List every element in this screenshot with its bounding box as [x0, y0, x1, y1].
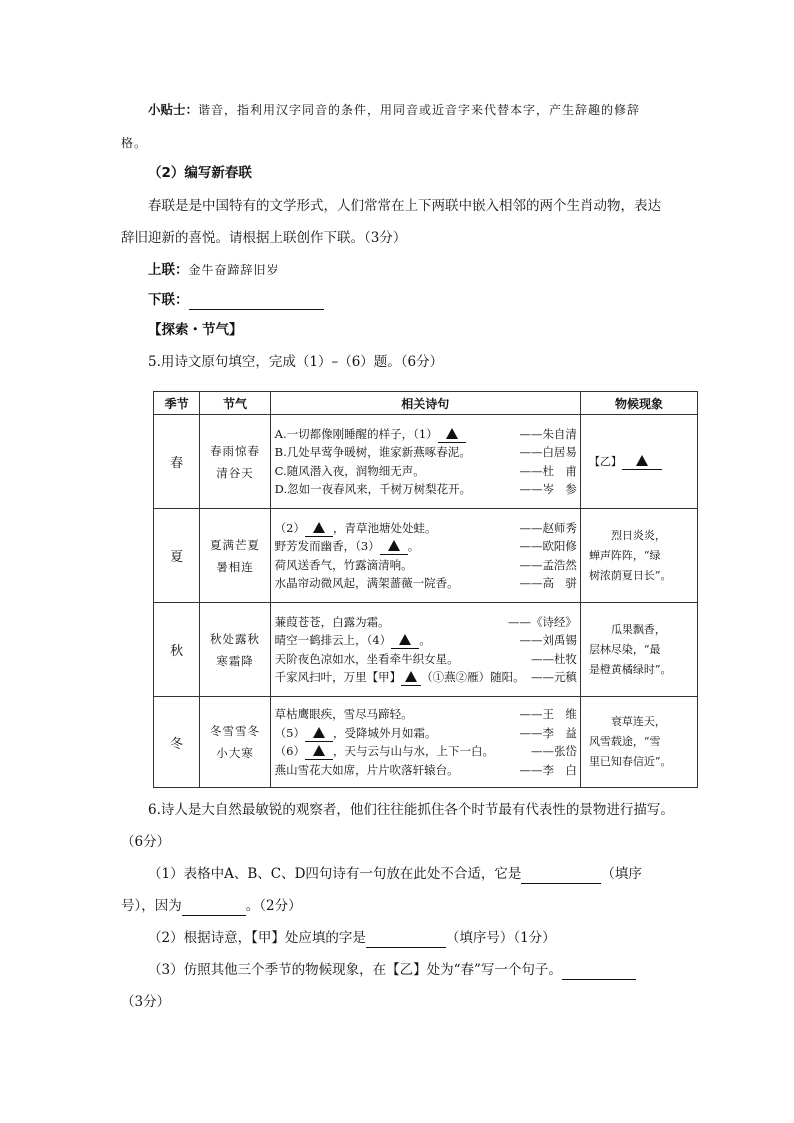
upper-label: 上联： — [148, 262, 189, 278]
phenomenon-cell — [580, 509, 697, 603]
poem-author: ——刘禹锡 — [519, 633, 577, 647]
lower-answer-blank[interactable] — [189, 294, 324, 310]
q2-intro-2: 辞旧迎新的喜悦。请根据上联创作下联。（3分） — [121, 230, 407, 246]
tip-line-2 — [121, 133, 147, 153]
q6-sub1-blank[interactable] — [521, 868, 601, 884]
poem-line — [275, 556, 577, 575]
triangle-icon — [313, 522, 325, 533]
triangle-icon — [313, 727, 325, 738]
poem-text: C.随风潜入夜，润物细无声。 — [274, 463, 425, 478]
tip-text-1: 谐音，指利用汉字同音的条件，用同音或近音字来代替本字，产生辞趣的修辞 — [198, 103, 641, 117]
poems-cell — [270, 415, 580, 509]
section-title: 【探索・节气】 — [148, 322, 243, 338]
poem-text: 。 — [419, 633, 431, 647]
phenomenon-line: 风雪载途，“雪 — [588, 735, 661, 748]
phenomenon-line: 层林尽染，“最 — [588, 642, 661, 656]
poem-line — [275, 574, 577, 593]
phenomenon-line: 蝉声阵阵，“绿 — [588, 548, 661, 562]
q6-sub3-points: （3分） — [121, 994, 171, 1010]
poem-text: ，天与云与山与水，上下一白。 — [333, 744, 494, 758]
terms-line: 夏满芒夏 — [209, 537, 260, 552]
fill-blank-6[interactable] — [305, 744, 333, 760]
terms-line: 春雨惊春 — [209, 443, 260, 458]
q6-sub1-text: 号），因为 — [121, 898, 182, 914]
poem-text: 千家风扫叶，万里【甲】 — [274, 670, 402, 684]
table-row-summer — [154, 509, 698, 603]
poem-text: 荷风送香气，竹露滴清响。 — [274, 557, 413, 572]
poem-line — [275, 443, 577, 462]
poem-text: （2） — [274, 520, 305, 535]
q6-sub1-reason-blank[interactable] — [182, 900, 246, 916]
poem-text: D.忽如一夜春风来，千树万树梨花开。 — [274, 482, 472, 496]
poem-author: ——高 骈 — [519, 576, 577, 590]
poem-text: （①燕②雁）随阳。 — [421, 670, 525, 684]
terms-line: 小大寒 — [216, 746, 254, 760]
poem-text: 野芳发而幽香，（3） — [274, 539, 380, 553]
poem-text: A.一切都像刚睡醒的样子，（1） — [274, 426, 438, 441]
poem-line — [275, 668, 577, 687]
tip-label: 小贴士： — [148, 102, 199, 117]
q6-sub1-cont — [121, 896, 302, 916]
header-poems: 相关诗句 — [270, 392, 580, 415]
poem-line — [275, 631, 577, 650]
poems-cell — [270, 603, 580, 697]
q6-sub3 — [148, 960, 636, 980]
poem-text: 水晶帘动微风起，满架蔷薇一院香。 — [274, 576, 459, 590]
poem-text: 草枯鹰眼疾，雪尽马蹄轻。 — [274, 707, 413, 721]
poem-text: 晴空一鹤排云上，（4） — [274, 633, 392, 647]
triangle-icon — [399, 634, 411, 645]
triangle-icon — [405, 671, 417, 682]
poem-line — [275, 462, 577, 481]
yi-answer-blank[interactable] — [622, 454, 662, 470]
q6-sub1-text: （填序 — [601, 866, 642, 882]
q6-sub3-blank[interactable] — [562, 964, 636, 980]
q6-sub3-text: （3）仿照其他三个季节的物候现象，在【乙】处为“春”写一个句子。 — [148, 962, 562, 978]
poem-author: ——李 白 — [519, 762, 577, 777]
header-season: 季节 — [154, 392, 200, 415]
season-cell: 春 — [154, 415, 200, 509]
terms-cell — [200, 415, 270, 509]
fill-blank-2[interactable] — [305, 521, 333, 537]
fill-blank-4[interactable] — [391, 633, 419, 649]
poem-author: ——元稹 — [530, 670, 577, 684]
poem-line — [275, 519, 577, 538]
q6-line-1: 6.诗人是大自然最敏锐的观察者，他们往往能抓住各个时节最有代表性的景物进行描写。 — [148, 802, 674, 818]
q6-sub1-text: （1）表格中A、B、C、D四句诗有一句放在此处不合适，它是 — [148, 866, 522, 882]
terms-line: 暑相连 — [216, 559, 254, 574]
terms-line: 寒霜降 — [216, 653, 254, 668]
poem-text: ，受降城外月如霜。 — [333, 725, 437, 740]
q6-sub2-blank[interactable] — [366, 932, 446, 948]
lower-label: 下联： — [148, 292, 189, 308]
poem-author: ——张岱 — [530, 744, 577, 758]
table-row-autumn — [154, 603, 698, 697]
triangle-icon — [636, 455, 648, 466]
fill-blank-1[interactable] — [438, 427, 466, 443]
season-cell: 夏 — [154, 509, 200, 603]
upper-couplet — [148, 260, 280, 280]
poems-cell — [270, 697, 580, 788]
poem-text: 天阶夜色凉如水，坐看牵牛织女星。 — [274, 651, 459, 666]
poem-line — [275, 613, 577, 632]
poem-text: （6） — [274, 744, 305, 758]
yi-label: 【乙】 — [588, 454, 622, 468]
terms-line: 秋处露秋 — [209, 631, 260, 646]
poem-author: ——孟浩然 — [519, 557, 577, 572]
triangle-icon — [313, 745, 325, 756]
season-cell: 冬 — [154, 697, 200, 788]
tip-line-1 — [148, 100, 640, 120]
poem-author: ——杜 甫 — [519, 463, 577, 478]
phenomenon-line: 瓜果飘香， — [610, 622, 666, 636]
poem-line — [275, 650, 577, 669]
poem-author: ——欧阳修 — [519, 539, 577, 553]
terms-line: 冬雪雪冬 — [209, 724, 260, 738]
table-row-spring — [154, 415, 698, 509]
header-terms: 节气 — [200, 392, 270, 415]
poems-cell — [270, 509, 580, 603]
terms-cell — [200, 603, 270, 697]
phenomenon-line: 烈日炎炎， — [610, 528, 666, 542]
poem-text: 蒹葭苍苍，白露为霜。 — [274, 614, 390, 629]
poem-line — [275, 425, 577, 444]
q2-intro-1: 春联是是中国特有的文学形式，人们常常在上下两联中嵌入相邻的两个生肖动物，表达 — [148, 198, 661, 214]
q6-line-2: （6分） — [121, 834, 171, 850]
phenomenon-line: 里已知春信近”。 — [588, 755, 672, 768]
fill-blank-5[interactable] — [305, 726, 333, 742]
terms-cell — [200, 697, 270, 788]
poem-author: ——白居易 — [519, 445, 577, 459]
poem-line — [275, 742, 577, 761]
phenomenon-line: 树浓荫夏日长”。 — [588, 568, 672, 582]
q6-sub2-text: （2）根据诗意，【甲】处应填的字是 — [148, 930, 366, 946]
triangle-icon — [446, 428, 458, 439]
triangle-icon — [388, 540, 400, 551]
poem-author: ——杜牧 — [530, 651, 577, 666]
poem-author: ——赵师秀 — [519, 520, 577, 535]
q5-text: 5.用诗文原句填空，完成（1）–（6）题。（6分） — [148, 354, 444, 370]
poem-author: ——朱自清 — [519, 426, 577, 441]
poem-line — [275, 761, 577, 780]
q6-sub1-text: 。（2分） — [245, 898, 302, 914]
poem-author: ——岑 参 — [519, 482, 577, 496]
terms-cell — [200, 509, 270, 603]
phenomenon-cell — [580, 697, 697, 788]
q6-sub1 — [148, 864, 642, 884]
poem-text: 。 — [407, 539, 420, 553]
phenomenon-line: 是橙黄橘绿时”。 — [588, 662, 672, 676]
q6-sub2-text: （填序号）（1分） — [445, 930, 556, 946]
tip-text-2: 格。 — [121, 136, 148, 150]
poem-text: ，青草池塘处处蛙。 — [333, 520, 437, 535]
poem-text: B.几处早莺争暖树，谁家新燕啄春泥。 — [274, 445, 471, 459]
terms-line: 清谷天 — [216, 465, 254, 480]
poetry-table — [153, 391, 698, 788]
phenomenon-line: 衰草连天， — [610, 715, 666, 728]
fill-blank-3[interactable] — [380, 539, 408, 555]
table-header-row — [154, 392, 698, 415]
poem-line — [275, 537, 577, 556]
q2-heading: （2）编写新春联 — [148, 165, 252, 181]
q6-sub2 — [148, 928, 556, 948]
poem-line — [275, 480, 577, 499]
upper-text: 金牛奋蹄辞旧岁 — [188, 263, 280, 277]
poem-line — [275, 705, 577, 724]
lower-couplet — [148, 290, 324, 310]
table-row-winter — [154, 697, 698, 788]
poem-line — [275, 724, 577, 743]
phenomenon-cell — [580, 415, 697, 509]
poem-text: （5） — [274, 725, 305, 740]
poem-author: ——《诗经》 — [507, 614, 577, 629]
poem-author: ——王 维 — [519, 707, 577, 721]
header-phenomenon: 物候现象 — [580, 392, 697, 415]
phenomenon-cell — [580, 603, 697, 697]
poem-text: 燕山雪花大如席，片片吹落轩辕台。 — [274, 762, 459, 777]
poem-author: ——李 益 — [519, 725, 577, 740]
season-cell: 秋 — [154, 603, 200, 697]
jia-blank[interactable] — [401, 670, 421, 686]
